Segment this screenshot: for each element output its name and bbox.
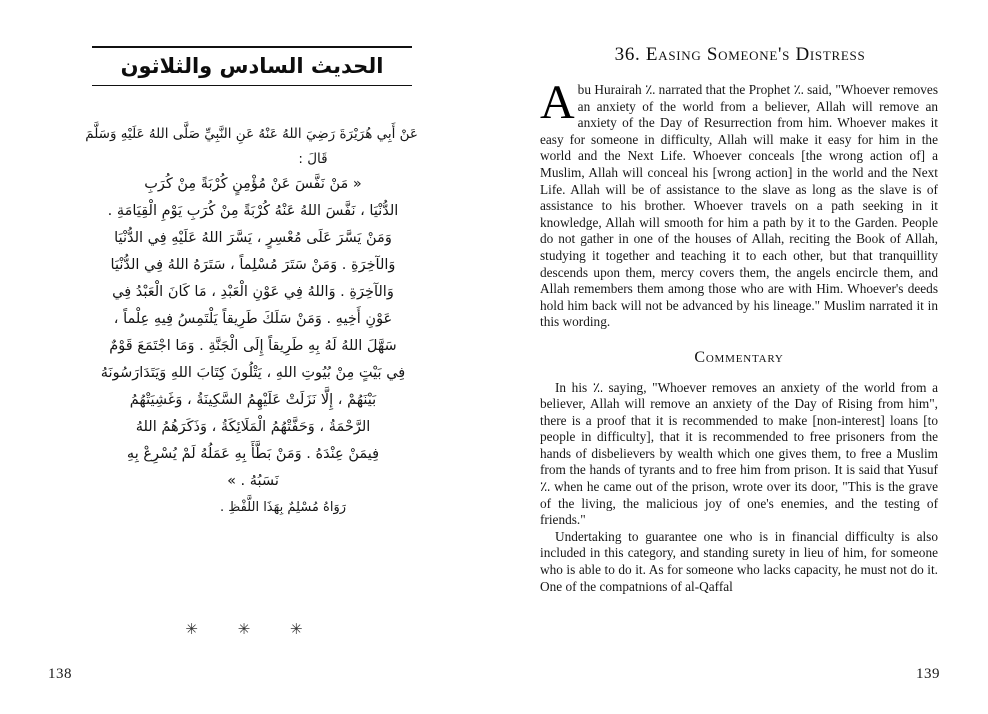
arabic-hadith-line: بَيْنَهُمْ ، إِلَّا نَزَلَتْ عَلَيْهِمُ السَّكِينَةُ ، وَغَشِيَتْهُمُ bbox=[129, 392, 377, 408]
arabic-hadith-line: « مَنْ نَفَّسَ عَنْ مُؤْمِنٍ كُرْبَةً مِنْ كُرَبِ bbox=[144, 176, 362, 192]
section-divider-asterisks: ✳ ✳ ✳ bbox=[185, 622, 321, 638]
english-body-column bbox=[540, 76, 938, 595]
arabic-hadith-body bbox=[85, 122, 418, 521]
arabic-hadith-line: نَسَبُهُ . » bbox=[227, 473, 279, 489]
page-number-left: 138 bbox=[48, 666, 72, 682]
arabic-hadith-line: وَالآخِرَةِ . وَمَنْ سَتَرَ مُسْلِماً ، سَتَرَهُ اللهُ فِي الدُّنْيَا bbox=[110, 257, 396, 273]
right-page bbox=[494, 0, 988, 714]
arabic-hadith-line: فِي بَيْتٍ مِنْ بُيُوتِ اللهِ ، يَتْلُونَ كِتَابَ اللهِ وَيَتَدَارَسُونَهُ bbox=[100, 365, 406, 381]
arabic-hadith-line: سَهَّلَ اللهُ لَهُ بِهِ طَرِيقاً إِلَى الْجَنَّةِ . وَمَا اجْتَمَعَ قَوْمٌ bbox=[109, 338, 397, 354]
commentary-heading: Commentary bbox=[694, 348, 784, 366]
title-rule-bottom bbox=[92, 85, 412, 86]
arabic-hadith-line: فِيمَنْ عِنْدَهُ . وَمَنْ بَطَّأَ بِهِ عَمَلُهُ لَمْ يُسْرِعْ بِهِ bbox=[126, 446, 380, 462]
arabic-hadith-line: الرَّحْمَةُ ، وَحَفَّتْهُمُ الْمَلَائِكَةُ ، وَذَكَرَهُمُ اللهُ bbox=[135, 419, 371, 435]
arabic-source-line: رَوَاهُ مُسْلِمٌ بِهَذَا اللَّفْظِ . bbox=[220, 500, 346, 515]
arabic-qala-line: قَالَ : bbox=[298, 151, 328, 167]
arabic-chapter-title: الحديث السادس والثلاثون bbox=[120, 54, 384, 78]
arabic-chapter-title-block bbox=[92, 46, 412, 86]
arabic-hadith-line: وَالآخِرَةِ . وَاللهُ فِي عَوْنِ الْعَبْدِ ، مَا كَانَ الْعَبْدُ فِي bbox=[112, 284, 394, 300]
commentary-paragraph: In his ؉ saying, "Whoever removes an anxiety of the world from a believer, Allah will remove an anxiety of the Day of Rising from him", there is a proof that it is recommended to make [non-interest] loans [to people in difficulty], that it is recommended to free prisoners from the hands of disbelievers by wealth which one gives them, to free a Muslim from the hands of tyrants and to free him from prison. It is said that Yusuf ؉ when he came out of the prison, wrote over its door, "This is the grave of the living, the malicious joy of one's enemies, and the testing of friends." bbox=[540, 379, 938, 528]
arabic-hadith-line: عَوْنِ أَخِيهِ . وَمَنْ سَلَكَ طَرِيقاً يَلْتَمِسُ فِيهِ عِلْماً ، bbox=[113, 311, 393, 327]
commentary-paragraph: Undertaking to guarantee one who is in financial difficulty is also included in this category, and standing surety in lieu of him, for someone who is able to do it. As for someone who lacks capacity, he must not do it. One of the compatnions of al-Qaffal bbox=[540, 528, 938, 594]
page-number-right: 139 bbox=[916, 666, 940, 682]
chapter-title: 36. Easing Someone's Distress bbox=[614, 44, 866, 65]
hadith-paragraph: Abu Hurairah ؉ narrated that the Prophet ؉ said, "Whoever removes an anxiety of the world from a believer, Allah will remove an anxiety of the Day of Resurrection from him. Whoever makes it easy for someone in difficulty, Allah will make it easy for him in the world and the Next Life. Whoever conceals [the wrong action of] a Muslim, Allah will conceal his [wrong action] in the world and the Next Life. Allah will be of assistance to the slave as long as the slave is of assistance to his brother. Whoever travels on a path seeking in it knowledge, Allah will smooth for him a path by it to the Garden. People do not gather in one of the houses of Allah, reciting the Book of Allah, studying it together and teaching it to each other, but that tranquillity descends upon them, mercy covers them, the angels encircle them, and Allah remembers them among those who are with Him. Whoever's deeds hold him back will not be advanced by his lineage." Muslim narrated it in this wording. bbox=[540, 76, 938, 330]
arabic-isnad-line: عَنْ أَبِي هُرَيْرَةَ رَضِيَ اللهُ عَنْهُ عَنِ النَّبِيِّ صَلَّى اللهُ عَلَيْهِ وَسَلَّمَ bbox=[85, 126, 418, 142]
arabic-hadith-line: الدُّنْيَا ، نَفَّسَ اللهُ عَنْهُ كُرْبَةً مِنْ كُرَبِ يَوْمِ الْقِيَامَةِ . bbox=[107, 203, 399, 219]
arabic-hadith-line: وَمَنْ يَسَّرَ عَلَى مُعْسِرٍ ، يَسَّرَ اللهُ عَلَيْهِ فِي الدُّنْيَا bbox=[114, 230, 392, 246]
